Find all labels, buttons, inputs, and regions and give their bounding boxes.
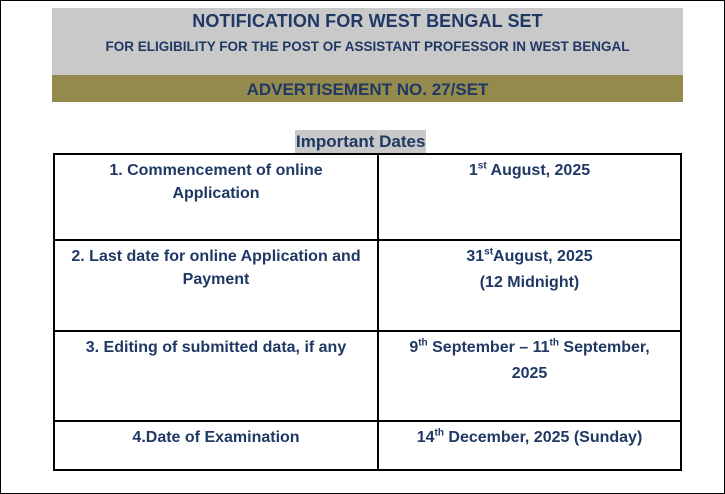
event-cell bbox=[54, 240, 378, 331]
event-label: 2. Last date for online Application and bbox=[71, 247, 361, 265]
event-label: 3. Editing of submitted data, if any bbox=[85, 338, 347, 356]
event-label: 4.Date of Examination bbox=[132, 429, 300, 447]
date-day: 9 bbox=[409, 338, 419, 356]
table-row bbox=[54, 331, 681, 422]
notification-header bbox=[52, 8, 683, 75]
notification-title: NOTIFICATION FOR WEST BENGAL SET bbox=[192, 11, 543, 31]
date-suffix: th bbox=[434, 428, 444, 440]
event-label: Application bbox=[172, 185, 260, 202]
event-cell bbox=[54, 421, 378, 470]
date-suffix: th bbox=[418, 337, 428, 349]
event-label: 1. Commencement of online bbox=[109, 162, 323, 179]
event-cell bbox=[54, 331, 378, 422]
date-cell bbox=[378, 331, 681, 422]
advertisement-banner: ADVERTISEMENT NO. 27/SET bbox=[52, 75, 683, 102]
date-year: 2025 bbox=[511, 364, 548, 382]
date-text: December, 2025 (Sunday) bbox=[443, 429, 643, 447]
date-suffix: st bbox=[477, 160, 487, 172]
date-text: August, 2025 bbox=[486, 162, 591, 179]
table-row bbox=[54, 421, 681, 470]
notification-subtitle: FOR ELIGIBILITY FOR THE POST OF ASSISTANT PROFESSOR IN WEST BENGAL bbox=[105, 39, 630, 54]
important-dates-table bbox=[53, 153, 682, 471]
table-row bbox=[54, 154, 681, 240]
date-text: September, bbox=[558, 338, 650, 356]
date-cell bbox=[378, 154, 681, 240]
date-day: 14 bbox=[416, 429, 435, 447]
date-text: September – 11 bbox=[427, 338, 550, 356]
date-cell bbox=[378, 240, 681, 331]
event-cell bbox=[54, 154, 378, 240]
date-suffix: st bbox=[484, 246, 494, 258]
date-day: 31 bbox=[466, 247, 485, 265]
date-suffix: th bbox=[549, 337, 559, 349]
date-cell bbox=[378, 421, 681, 470]
event-label: Payment bbox=[182, 270, 250, 288]
section-title: Important Dates bbox=[296, 132, 426, 151]
date-day: 1 bbox=[468, 162, 478, 179]
date-note: (12 Midnight) bbox=[479, 273, 580, 291]
date-text: August, 2025 bbox=[493, 247, 593, 265]
table-row bbox=[54, 240, 681, 331]
